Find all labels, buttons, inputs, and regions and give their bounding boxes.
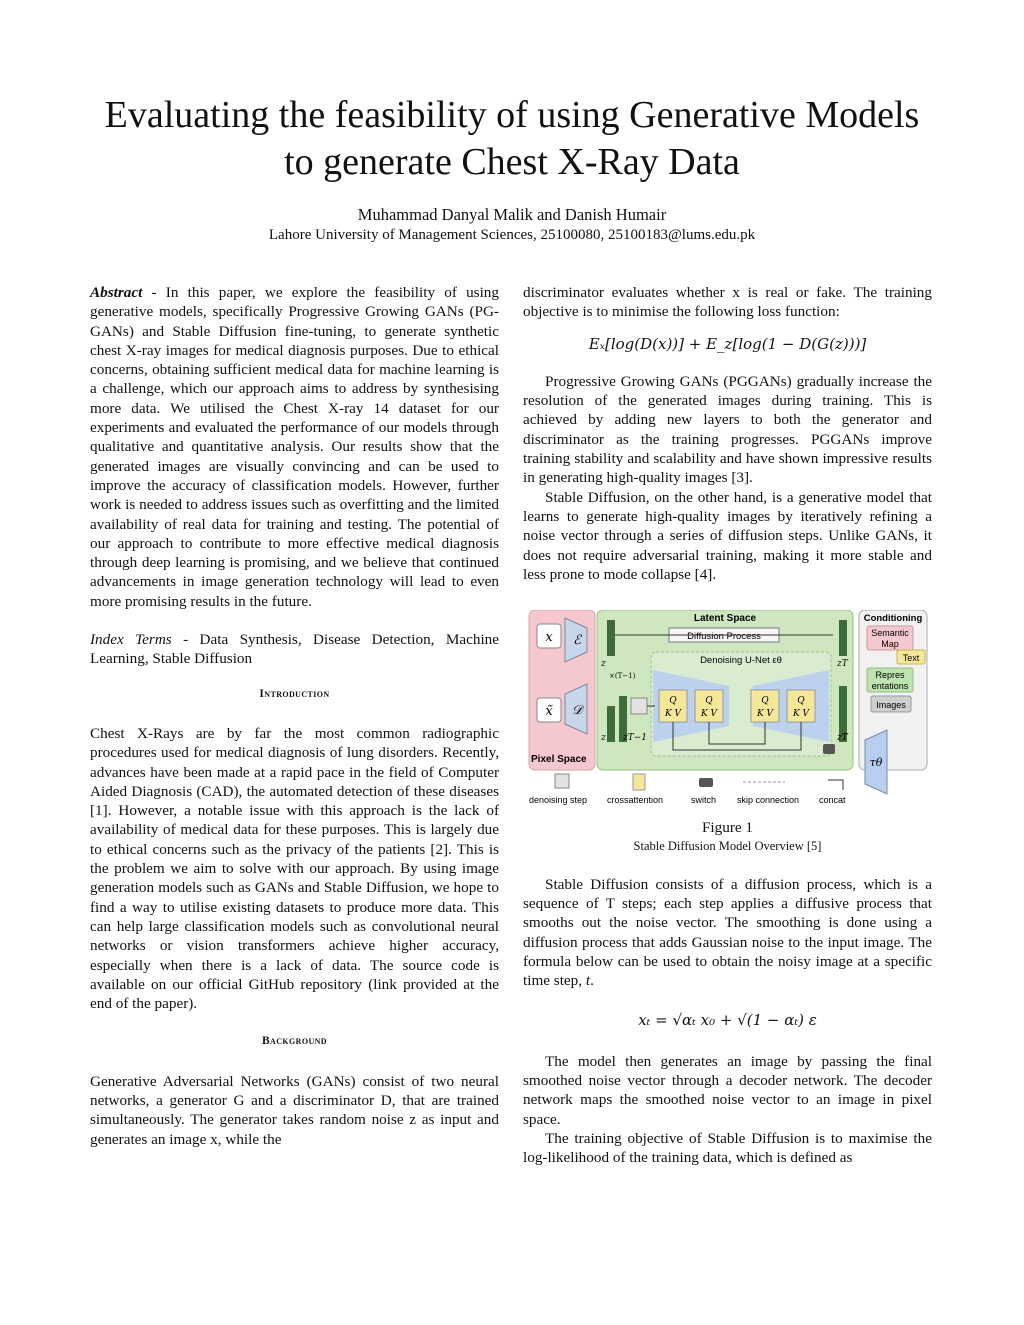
abstract-label: Abstract [90,284,143,301]
training-objective-paragraph: The training objective of Stable Diffusion is to maximise the log-likelihood of the training data, which is defined as [523,1130,932,1167]
introduction-text: Chest X-Rays are by far the most common radiographic procedures used for medical diagnosis of lung disorders. Recently, advances have been made at a rapid pace in the field of Computer Aided Diagnosis (CAD), the automated detection of these diseases [1]. However, a notable issue with this approach is the lack of availability of medical data for these purposes. This is largely due to ethical concerns such as the privacy of the patients [2]. This is the problem we aim to solve with our approach. By using image generation models such as GANs and Stable Diffusion, we hope to find a way to utilise existing datasets to produce more data. This can help large classification models such as convolutional neural networks or vision transformers achieve higher accuracy, especially when there is a lack of data. The source code is available on our official GitHub repository (link provided at the end of the paper). [90,724,499,1013]
svg-text:Q: Q [669,696,677,707]
svg-text:K V: K V [792,709,810,720]
svg-text:𝒟: 𝒟 [571,703,583,719]
diffusion-process-paragraph: Stable Diffusion consists of a diffusion process, which is a sequence of T steps; each step applies a diffusive process that smooths out the noise vector. The smoothing is done using a diffusion process that adds Gaussian noise to the input image. The formula below can be used to obtain the noisy image at a specific time step, t. [523,875,932,990]
zT-bar [839,620,847,656]
legend-switch: switch [691,795,717,806]
svg-text:K V: K V [664,709,682,720]
latent-space-label: Latent Space [693,613,757,625]
svg-text:zT: zT [837,659,848,670]
svg-text:zT−1: zT−1 [623,733,648,744]
svg-text:x: x [545,630,553,646]
stable-diffusion-paragraph: Stable Diffusion, on the other hand, is a generative model that learns to generate high-quality images by iteratively refining a noise vector through a series of diffusion steps. Unlike GANs, it does not require adversarial training, making it more stable and less prone to mode collapse [4]. [523,488,932,583]
stable-diffusion-figure [523,610,932,808]
images-label: Images [876,700,906,711]
svg-text:Q: Q [797,696,805,707]
conditioning-label: Conditioning [863,613,923,625]
background-paragraph-1: Generative Adversarial Networks (GANs) consist of two neural networks, a generator G and a discriminator D, that are trained simultaneously. The generator takes random noise z as input and generates an image x, while the [90,1072,499,1148]
svg-text:×(T−1): ×(T−1) [609,672,636,681]
decoder-paragraph: The model then generates an image by passing the final smoothed noise vector through a decoder network. The decoder network maps the smoothed noise vector to an image in pixel space. [523,1052,932,1128]
svg-text:x̃: x̃ [545,704,553,720]
right-column [523,283,932,1168]
left-column [90,283,499,1149]
pixel-space-label: Pixel Space [531,754,587,766]
legend-concat: concat [819,795,846,806]
text-label: Text [902,653,920,664]
pggan-paragraph: Progressive Growing GANs (PGGANs) gradually increase the resolution of the generated images during training. This is achieved by adding new layers to both the generator and discriminator as the training progresses. PGGANs improve training stability and scalability and have shown impressive results in generating high-quality images [3]. [523,372,932,487]
svg-text:τθ: τθ [869,756,883,770]
svg-text:entations: entations [871,681,909,692]
noise-equation: xₜ = √αₜ x₀ + √(1 − αₜ) ε [638,1010,817,1029]
svg-text:Q: Q [761,696,769,707]
svg-text:Semantic: Semantic [871,628,909,639]
authors: Muhammad Danyal Malik and Danish Humair [357,205,667,224]
figure-diagram [523,610,932,808]
index-terms: Index Terms - Data Synthesis, Disease Detection, Machine Learning, Stable Diffusion [90,631,499,668]
denoising-unet-label: Denoising U-Net εθ [700,655,782,667]
svg-text:K V: K V [756,709,774,720]
z-bar [607,620,615,656]
svg-text:z: z [601,733,606,744]
background-paragraph-1-cont: discriminator evaluates whether x is real or fake. The training objective is to minimise the following loss function: [523,284,932,321]
legend-crossattention: crossattention [607,795,664,806]
figure-caption: Figure 1 [701,819,754,837]
paper-title: Evaluating the feasibility of using Generative Models to generate Chest X-Ray Data [104,94,920,183]
background-heading: Background [261,1035,327,1048]
svg-text:zT: zT [837,733,848,744]
legend-denoising-step: denoising step [529,795,588,806]
svg-text:Map: Map [881,639,899,650]
svg-text:K V: K V [700,709,718,720]
legend-skip-connection: skip connection [737,795,800,806]
svg-text:z: z [601,659,606,670]
abstract-text: In this paper, we explore the feasibility of using generative models, specifically Progressive Growing GANs (PG-GANs) and Stable Diffusion fine-tuning, to generate synthetic chest X-ray images for medical diagnosis purposes. Due to ethical concerns, obtaining sufficient medical data for machine learning is a challenge, which our approach aims to address by synthesising more data. We utilised the Chest X-ray 14 dataset for our experiments and evaluated the performance of our models through qualitative and quantitative analysis. Our results show that the generated images are visually convincing and can be used to improve the accuracy of classification models. However, further work is needed to address issues such as overfitting and the limited availability of real data for training and testing. The potential of our approach to contribute to more effective medical diagnosis through deep learning is promising, and we believe that continued advancements in image generation technology will lead to even more promising results in the future. [90,284,499,610]
time-step-symbol: t [585,972,591,990]
introduction-heading: Introduction [259,687,330,700]
abstract: Abstract - In this paper, we explore the feasibility of using generative models, specifically Progressive Growing GANs (PG-GANs) and Stable Diffusion fine-tuning, to generate synthetic chest X-ray images for medical diagnosis purposes. Due to ethical concerns, obtaining sufficient medical data for machine learning is a challenge, which our approach aims to address by synthesising more data. We utilised the Chest X-ray 14 dataset for our experiments and evaluated the performance of our models through qualitative and quantitative analysis. Our results show that the generated images are visually convincing and can be used to improve the accuracy of classification models. However, further work is needed to address issues such as overfitting and the limited availability of real data for training and testing. The potential of our approach to contribute to more effective medical diagnosis through deep learning is promising, and we believe that continued advancements in image generation technology will lead to even more promising results in the future. [90,284,499,610]
index-terms-label: Index Terms [90,631,172,649]
svg-text:Repres: Repres [875,670,905,681]
index-terms-text: Data Synthesis, Disease Detection, Machine Learning, Stable Diffusion [90,631,499,668]
affiliation: Lahore University of Management Sciences, 25100080, 25100183@lums.edu.pk [268,227,756,243]
diffusion-process-label: Diffusion Process [687,631,761,643]
gan-loss-equation: Eₓ[log(D(x))] + E_z[log(1 − D(G(z)))] [588,334,867,353]
figure-subcaption: Stable Diffusion Model Overview [5] [633,839,822,854]
svg-text:Q: Q [705,696,713,707]
svg-text:ℰ: ℰ [573,633,581,649]
